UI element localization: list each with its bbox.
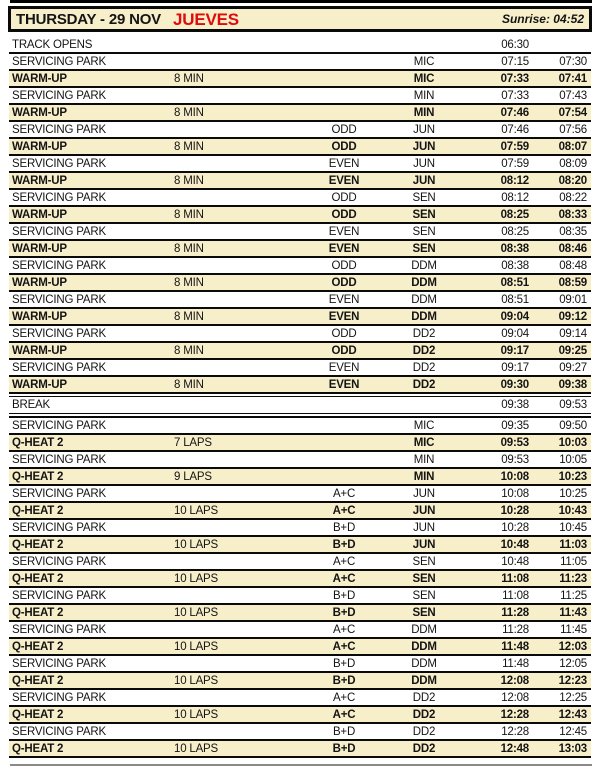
group-cell: ODD	[331, 344, 357, 357]
activity-cell: Q-HEAT 2	[12, 470, 64, 483]
start-time-cell: 10:48	[501, 555, 529, 568]
start-time-cell: 09:53	[500, 436, 529, 449]
group-cell: A+C	[332, 623, 356, 636]
end-time-cell: 07:41	[558, 72, 587, 85]
category-cell: DDM	[411, 674, 437, 687]
activity-cell: WARM-UP	[12, 208, 67, 221]
activity-cell: Q-HEAT 2	[12, 504, 64, 517]
activity-cell: SERVICING PARK	[12, 419, 106, 432]
start-time-cell: 08:38	[501, 259, 529, 272]
category-cell: SEN	[412, 191, 436, 204]
category-cell: JUN	[412, 538, 436, 551]
schedule-row	[9, 622, 591, 639]
end-time-cell: 11:23	[559, 572, 587, 585]
end-time-cell: 11:03	[559, 538, 587, 551]
schedule-row	[9, 724, 591, 741]
activity-cell: SERVICING PARK	[12, 487, 106, 500]
category-cell: DD2	[412, 344, 436, 357]
group-cell: B+D	[332, 725, 356, 738]
category-cell: SEN	[412, 208, 436, 221]
group-cell: EVEN	[328, 157, 360, 170]
category-cell: JUN	[412, 174, 436, 187]
activity-cell: SERVICING PARK	[12, 123, 106, 136]
end-time-cell: 08:33	[558, 208, 587, 221]
activity-cell: SERVICING PARK	[12, 225, 106, 238]
start-time-cell: 11:28	[501, 606, 529, 619]
end-time-cell: 09:53	[559, 399, 587, 411]
start-time-cell: 09:30	[500, 378, 529, 391]
end-time-cell: 11:43	[559, 606, 587, 619]
end-time-cell: 08:59	[558, 276, 587, 289]
activity-cell: Q-HEAT 2	[12, 742, 64, 755]
activity-cell: WARM-UP	[12, 276, 67, 289]
schedule-row	[9, 275, 591, 292]
end-time-cell: 08:35	[559, 225, 587, 238]
schedule-row	[9, 224, 591, 241]
start-time-cell: 08:38	[500, 242, 529, 255]
schedule-row	[9, 326, 591, 343]
start-time-cell: 08:25	[500, 208, 529, 221]
start-time-cell: 07:33	[500, 72, 529, 85]
start-time-cell: 12:08	[500, 674, 529, 687]
group-cell: EVEN	[328, 242, 360, 255]
duration-cell: 10 LAPS	[174, 742, 218, 755]
schedule-row	[9, 707, 591, 724]
end-time-cell: 10:43	[558, 504, 587, 517]
activity-cell: SERVICING PARK	[12, 623, 106, 636]
group-cell: B+D	[332, 606, 356, 619]
start-time-cell: 12:28	[500, 708, 529, 721]
start-time-cell: 07:33	[501, 89, 529, 102]
end-time-cell: 07:56	[559, 123, 587, 136]
end-time-cell: 13:03	[558, 742, 587, 755]
end-time-cell: 12:45	[559, 725, 587, 738]
end-time-cell: 12:25	[559, 691, 587, 704]
end-time-cell: 10:45	[559, 521, 587, 534]
activity-cell: WARM-UP	[12, 310, 67, 323]
schedule-row	[9, 360, 591, 377]
activity-cell: WARM-UP	[12, 140, 67, 153]
duration-cell: 10 LAPS	[174, 674, 218, 687]
duration-cell: 8 MIN	[174, 174, 204, 187]
activity-cell: SERVICING PARK	[12, 725, 106, 738]
start-time-cell: 11:48	[502, 657, 529, 670]
category-cell: DD2	[412, 327, 436, 340]
schedule-row	[9, 520, 591, 537]
schedule-row	[9, 37, 591, 54]
category-cell: JUN	[413, 521, 435, 534]
activity-cell: SERVICING PARK	[12, 191, 106, 204]
schedule-row	[9, 435, 591, 452]
category-cell: DDM	[411, 623, 437, 636]
activity-cell: SERVICING PARK	[12, 657, 106, 670]
group-cell: ODD	[331, 259, 357, 272]
duration-cell: 8 MIN	[174, 378, 204, 391]
activity-cell: SERVICING PARK	[12, 521, 106, 534]
activity-cell: SERVICING PARK	[12, 555, 106, 568]
duration-cell: 8 MIN	[174, 276, 204, 289]
end-time-cell: 11:45	[560, 623, 587, 636]
activity-cell: SERVICING PARK	[12, 361, 106, 374]
start-time-cell: 11:08	[502, 589, 529, 602]
schedule-row	[9, 554, 591, 571]
category-cell: DD2	[412, 725, 436, 738]
activity-cell: SERVICING PARK	[12, 293, 106, 306]
activity-cell: Q-HEAT 2	[12, 674, 64, 687]
duration-cell: 10 LAPS	[174, 708, 218, 721]
group-cell: B+D	[332, 538, 356, 551]
duration-cell: 8 MIN	[174, 242, 204, 255]
group-cell: ODD	[331, 276, 357, 289]
activity-cell: BREAK	[12, 399, 50, 411]
activity-cell: TRACK OPENS	[12, 38, 93, 51]
activity-cell: SERVICING PARK	[12, 327, 106, 340]
category-cell: DDM	[411, 276, 437, 289]
start-time-cell: 09:04	[501, 327, 529, 340]
category-cell: JUN	[412, 140, 436, 153]
activity-cell: WARM-UP	[12, 344, 67, 357]
end-time-cell: 09:27	[559, 361, 587, 374]
category-cell: JUN	[412, 504, 436, 517]
schedule-row	[9, 397, 591, 414]
schedule-row	[9, 741, 591, 758]
schedule-row	[9, 190, 591, 207]
start-time-cell: 08:12	[501, 191, 529, 204]
start-time-cell: 06:30	[501, 38, 529, 51]
schedule-row	[9, 377, 591, 394]
category-cell: DDM	[411, 310, 437, 323]
schedule-row	[9, 673, 591, 690]
category-cell: MIC	[413, 72, 435, 85]
start-time-cell: 10:08	[501, 487, 529, 500]
activity-cell: WARM-UP	[12, 106, 67, 119]
category-cell: MIC	[413, 419, 435, 432]
start-time-cell: 09:38	[501, 399, 529, 411]
activity-cell: WARM-UP	[12, 242, 67, 255]
activity-cell: Q-HEAT 2	[12, 606, 64, 619]
activity-cell: Q-HEAT 2	[12, 538, 64, 551]
category-cell: MIN	[413, 106, 435, 119]
category-cell: DDM	[411, 657, 437, 670]
activity-cell: WARM-UP	[12, 378, 67, 391]
start-time-cell: 07:59	[501, 157, 529, 170]
group-cell: ODD	[331, 208, 357, 221]
group-cell: EVEN	[328, 378, 360, 391]
group-cell: B+D	[332, 521, 356, 534]
day-title-spanish: JUEVES	[173, 10, 239, 29]
duration-cell: 8 MIN	[174, 344, 204, 357]
schedule-row	[9, 292, 591, 309]
category-cell: JUN	[413, 123, 435, 136]
activity-cell: Q-HEAT 2	[12, 640, 64, 653]
schedule-row	[9, 605, 591, 622]
schedule-row	[9, 54, 591, 71]
activity-cell: SERVICING PARK	[12, 691, 106, 704]
schedule-row	[9, 241, 591, 258]
activity-cell: SERVICING PARK	[12, 453, 106, 466]
start-time-cell: 09:17	[501, 361, 529, 374]
schedule-row	[9, 309, 591, 326]
group-cell: A+C	[332, 640, 356, 653]
end-time-cell: 10:03	[558, 436, 587, 449]
schedule-row	[9, 88, 591, 105]
category-cell: SEN	[412, 572, 436, 585]
activity-cell: SERVICING PARK	[12, 55, 106, 68]
category-cell: SEN	[412, 555, 436, 568]
duration-cell: 7 LAPS	[174, 436, 212, 449]
end-time-cell: 07:54	[558, 106, 587, 119]
group-cell: ODD	[331, 140, 357, 153]
group-cell: EVEN	[328, 310, 360, 323]
duration-cell: 8 MIN	[174, 72, 204, 85]
duration-cell: 10 LAPS	[174, 504, 218, 517]
start-time-cell: 08:12	[500, 174, 529, 187]
activity-cell: SERVICING PARK	[12, 157, 106, 170]
schedule-row	[9, 173, 591, 190]
group-cell: B+D	[332, 589, 356, 602]
duration-cell: 8 MIN	[174, 310, 204, 323]
start-time-cell: 07:46	[501, 123, 529, 136]
end-time-cell: 10:25	[559, 487, 587, 500]
category-cell: DD2	[412, 361, 436, 374]
end-time-cell: 08:20	[558, 174, 587, 187]
group-cell: ODD	[331, 191, 357, 204]
end-time-cell: 09:12	[558, 310, 587, 323]
start-time-cell: 11:48	[501, 640, 529, 653]
group-cell: EVEN	[328, 293, 360, 306]
category-cell: SEN	[412, 225, 436, 238]
activity-cell: Q-HEAT 2	[12, 436, 64, 449]
activity-cell: Q-HEAT 2	[12, 572, 64, 585]
schedule-row	[9, 469, 591, 486]
category-cell: JUN	[413, 157, 435, 170]
top-rule	[10, 0, 592, 3]
duration-cell: 10 LAPS	[174, 538, 218, 551]
end-time-cell: 09:25	[558, 344, 587, 357]
activity-cell: SERVICING PARK	[12, 259, 106, 272]
start-time-cell: 08:51	[501, 293, 529, 306]
end-time-cell: 09:38	[558, 378, 587, 391]
end-time-cell: 09:01	[559, 293, 587, 306]
end-time-cell: 12:23	[558, 674, 587, 687]
end-time-cell: 09:14	[559, 327, 587, 340]
start-time-cell: 09:53	[501, 453, 529, 466]
schedule-row	[9, 105, 591, 122]
start-time-cell: 12:48	[500, 742, 529, 755]
start-time-cell: 11:08	[501, 572, 529, 585]
schedule-row	[9, 139, 591, 156]
schedule-row	[9, 503, 591, 520]
bottom-rule	[10, 764, 592, 766]
category-cell: SEN	[412, 242, 436, 255]
duration-cell: 8 MIN	[174, 208, 204, 221]
duration-cell: 10 LAPS	[174, 572, 218, 585]
day-title: THURSDAY - 29 NOV	[16, 10, 161, 28]
end-time-cell: 11:05	[560, 555, 587, 568]
end-time-cell: 08:48	[559, 259, 587, 272]
end-time-cell: 12:05	[559, 657, 587, 670]
category-cell: DDM	[411, 259, 437, 272]
group-cell: EVEN	[328, 361, 360, 374]
end-time-cell: 12:43	[558, 708, 587, 721]
end-time-cell: 11:25	[560, 589, 587, 602]
start-time-cell: 12:28	[501, 725, 529, 738]
category-cell: SEN	[412, 606, 436, 619]
group-cell: EVEN	[328, 225, 360, 238]
schedule-row	[9, 122, 591, 139]
schedule-row	[9, 452, 591, 469]
end-time-cell: 07:43	[559, 89, 587, 102]
category-cell: DD2	[412, 691, 436, 704]
start-time-cell: 07:15	[501, 55, 529, 68]
schedule-table	[9, 37, 591, 758]
duration-cell: 10 LAPS	[174, 606, 218, 619]
duration-cell: 8 MIN	[174, 140, 204, 153]
category-cell: DDM	[411, 293, 437, 306]
end-time-cell: 12:03	[558, 640, 587, 653]
activity-cell: SERVICING PARK	[12, 89, 106, 102]
schedule-row	[9, 690, 591, 707]
schedule-row	[9, 486, 591, 503]
end-time-cell: 09:50	[559, 419, 587, 432]
start-time-cell: 07:46	[500, 106, 529, 119]
group-cell: B+D	[332, 742, 356, 755]
category-cell: SEN	[412, 589, 436, 602]
group-cell: A+C	[332, 572, 356, 585]
start-time-cell: 10:48	[500, 538, 529, 551]
schedule-row	[9, 258, 591, 275]
start-time-cell: 09:04	[500, 310, 529, 323]
end-time-cell: 10:05	[559, 453, 587, 466]
category-cell: MIC	[413, 436, 435, 449]
category-cell: DD2	[412, 742, 436, 755]
schedule-row	[9, 537, 591, 554]
day-header	[8, 6, 592, 32]
start-time-cell: 07:59	[500, 140, 529, 153]
schedule-row	[9, 656, 591, 673]
category-cell: DDM	[411, 640, 437, 653]
schedule-row	[9, 207, 591, 224]
end-time-cell: 08:22	[559, 191, 587, 204]
start-time-cell: 08:51	[500, 276, 529, 289]
group-cell: A+C	[332, 708, 356, 721]
schedule-row	[9, 418, 591, 435]
duration-cell: 8 MIN	[174, 106, 204, 119]
schedule-row	[9, 639, 591, 656]
group-cell: ODD	[331, 123, 357, 136]
category-cell: MIN	[413, 453, 435, 466]
group-cell: A+C	[332, 555, 356, 568]
group-cell: EVEN	[328, 174, 360, 187]
end-time-cell: 10:23	[558, 470, 587, 483]
activity-cell: Q-HEAT 2	[12, 708, 64, 721]
start-time-cell: 11:28	[502, 623, 529, 636]
category-cell: MIC	[413, 55, 435, 68]
schedule-row	[9, 71, 591, 88]
end-time-cell: 08:09	[559, 157, 587, 170]
end-time-cell: 08:07	[558, 140, 587, 153]
activity-cell: SERVICING PARK	[12, 589, 106, 602]
activity-cell: WARM-UP	[12, 174, 67, 187]
end-time-cell: 07:30	[559, 55, 587, 68]
group-cell: B+D	[332, 674, 356, 687]
group-cell: ODD	[331, 327, 357, 340]
schedule-row	[9, 343, 591, 360]
activity-cell: WARM-UP	[12, 72, 67, 85]
category-cell: DD2	[412, 708, 436, 721]
category-cell: JUN	[413, 487, 435, 500]
start-time-cell: 10:28	[500, 504, 529, 517]
start-time-cell: 08:25	[501, 225, 529, 238]
schedule-row	[9, 588, 591, 605]
duration-cell: 9 LAPS	[174, 470, 212, 483]
start-time-cell: 09:17	[500, 344, 529, 357]
start-time-cell: 12:08	[501, 691, 529, 704]
start-time-cell: 10:08	[500, 470, 529, 483]
duration-cell: 10 LAPS	[174, 640, 218, 653]
group-cell: A+C	[332, 504, 356, 517]
start-time-cell: 09:35	[501, 419, 529, 432]
end-time-cell: 08:46	[558, 242, 587, 255]
group-cell: A+C	[332, 487, 356, 500]
sunrise-label: Sunrise: 04:52	[501, 12, 584, 26]
schedule-row	[9, 156, 591, 173]
start-time-cell: 10:28	[501, 521, 529, 534]
schedule-row	[9, 571, 591, 588]
category-cell: DD2	[412, 378, 436, 391]
category-cell: MIN	[413, 470, 435, 483]
group-cell: B+D	[332, 657, 356, 670]
group-cell: A+C	[332, 691, 356, 704]
category-cell: MIN	[413, 89, 435, 102]
